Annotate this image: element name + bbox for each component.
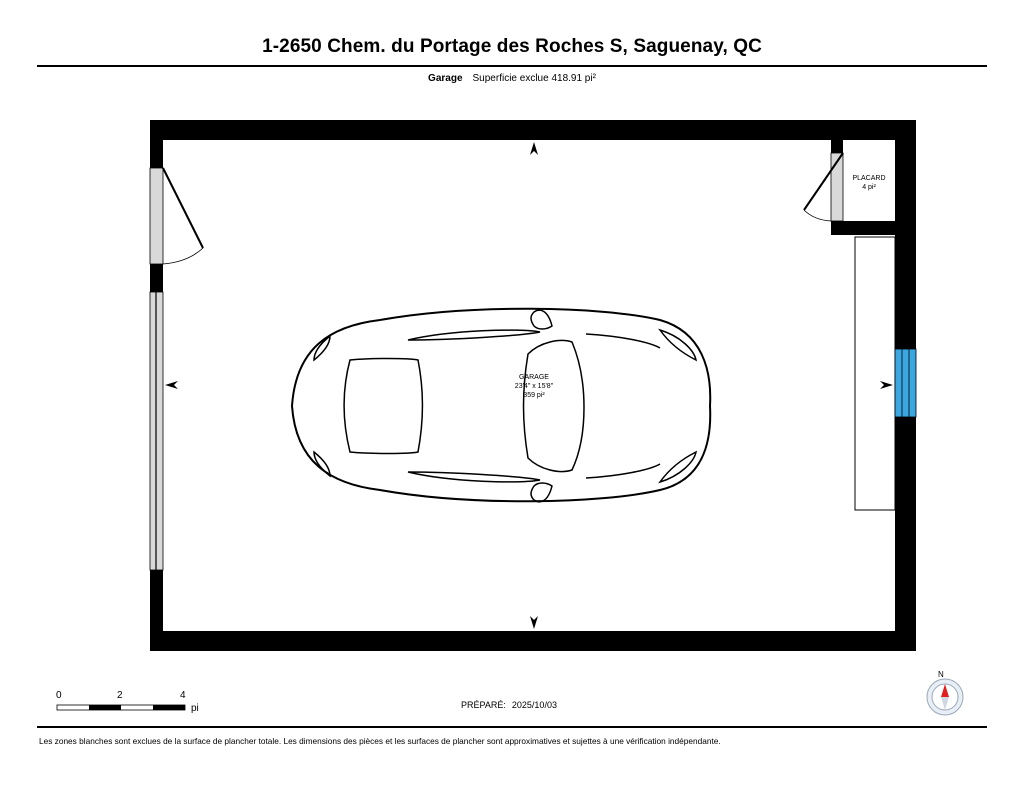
scale-label-2: 2 <box>117 690 123 701</box>
room-name-closet: PLACARD <box>852 175 886 182</box>
closet-wall-stub <box>831 140 843 153</box>
room-dims-garage: 23'4" x 15'8" <box>514 383 554 390</box>
prepared-date <box>0 700 1024 710</box>
wall-bottom <box>150 631 916 651</box>
shelf <box>855 237 895 510</box>
compass-north-label: N <box>938 670 944 679</box>
scale-label-4: 4 <box>180 690 186 701</box>
footer-rule <box>37 726 987 728</box>
wall-left-mid <box>150 264 163 292</box>
footer-disclaimer: Les zones blanches sont exclues de la surface de plancher totale. Les dimensions des pièces et les surfaces de plancher sont approximatives et sujettes à une vérification indépendante. <box>39 736 721 746</box>
car-icon <box>292 309 710 502</box>
prepared-value: 2025/10/03 <box>511 700 557 710</box>
area-summary: Superficie exclue 418.91 pi² <box>472 73 596 84</box>
wall-left-lower <box>150 570 163 651</box>
arrow-down-icon <box>530 616 538 629</box>
page-title: 1-2650 Chem. du Portage des Roches S, Saguenay, QC <box>262 36 762 57</box>
room-name-garage: GARAGE <box>519 374 549 381</box>
arrow-left-icon <box>165 381 178 389</box>
scale-label-0: 0 <box>56 690 62 701</box>
closet-door-arc <box>804 210 831 221</box>
left-door-leaf <box>163 168 203 248</box>
room-area-garage: 359 pi² <box>523 392 545 399</box>
left-door-jamb <box>150 168 163 264</box>
room-area-closet: 4 pi² <box>862 184 876 191</box>
closet-wall-bottom <box>831 221 895 235</box>
scale-unit: pi <box>191 703 199 714</box>
prepared-label: PRÉPARÉ: <box>461 700 506 710</box>
wall-top <box>150 120 916 140</box>
arrow-up-icon <box>530 142 538 155</box>
wall-left-upper <box>150 120 163 168</box>
window <box>895 349 916 417</box>
left-door-arc <box>163 248 203 264</box>
floor-name: Garage <box>428 73 463 84</box>
